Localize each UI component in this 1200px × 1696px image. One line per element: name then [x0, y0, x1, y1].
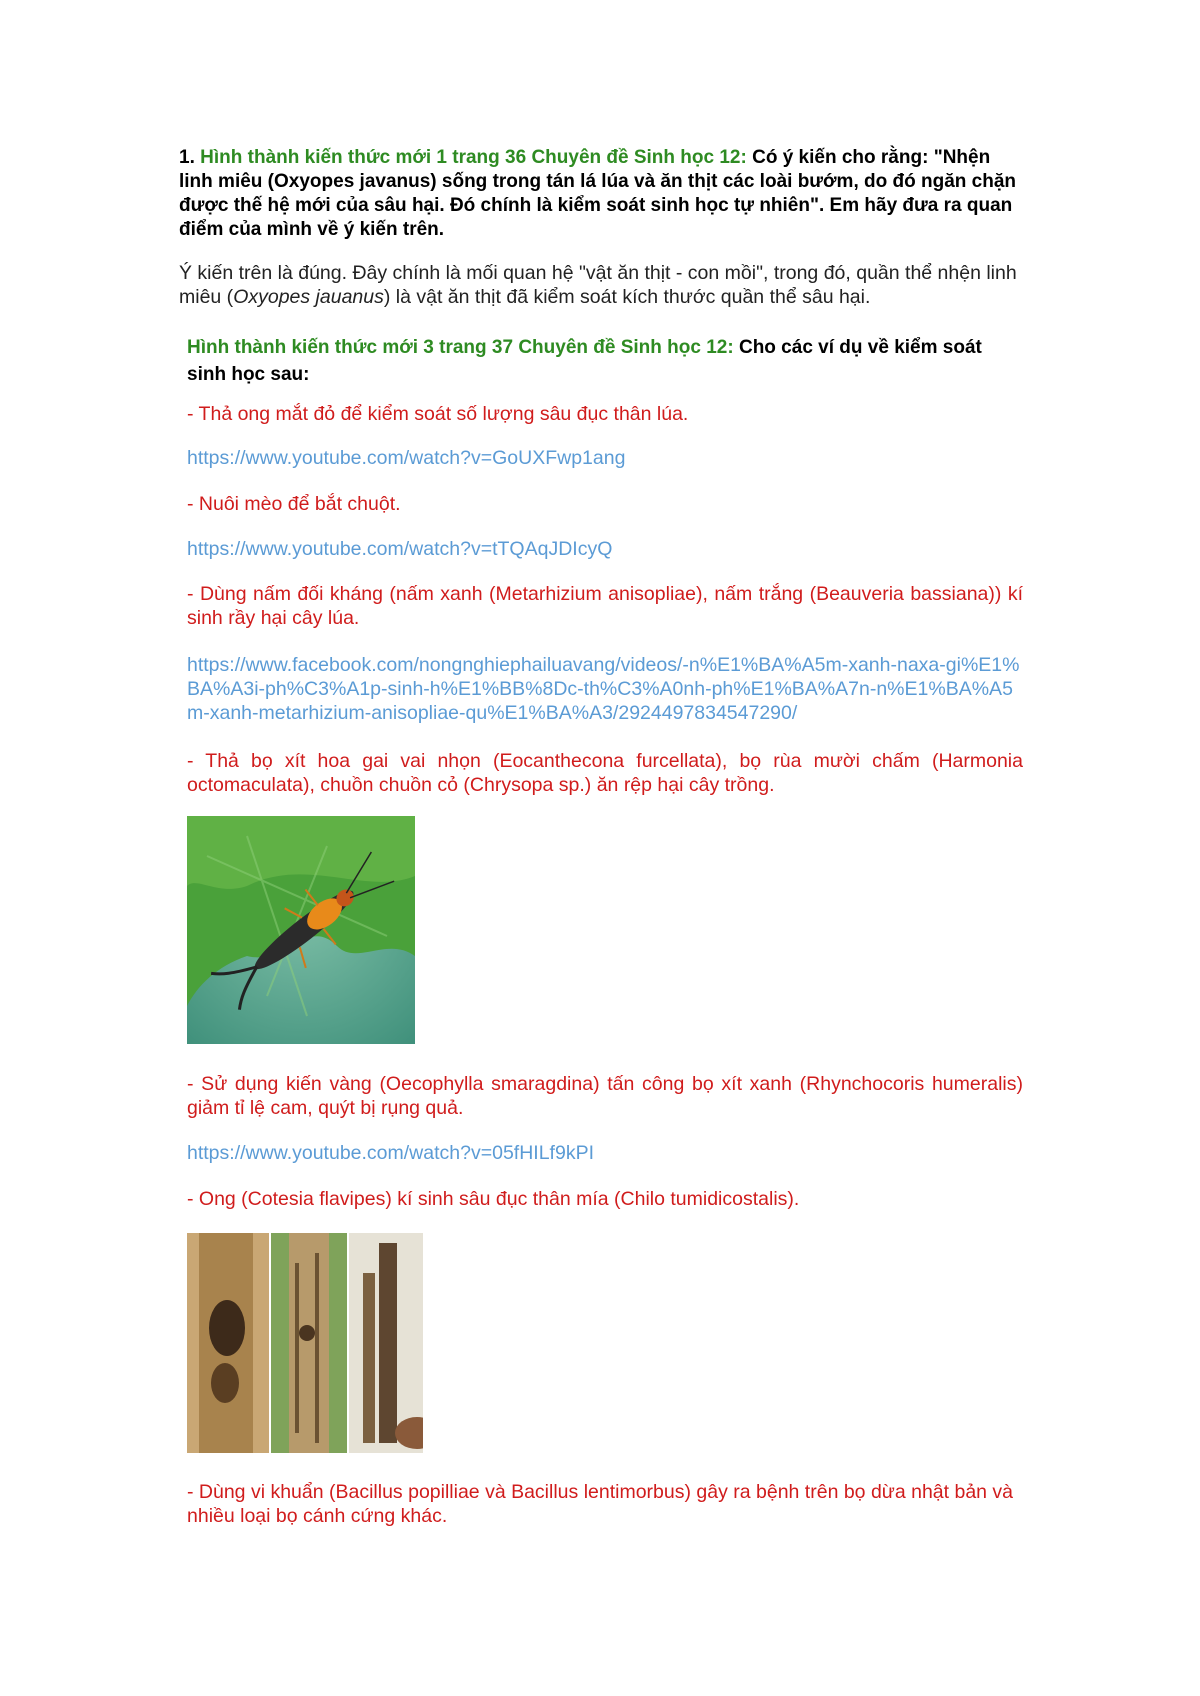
- question-3-text: Cho các ví dụ về kiểm soát sinh học sau:: [187, 337, 982, 385]
- earwig-on-leaf-image: [187, 816, 415, 1044]
- link-youtube-2[interactable]: https://www.youtube.com/watch?v=tTQAqJDIcyQ: [187, 538, 613, 560]
- example-item-7: - Dùng vi khuẩn (Bacillus popilliae và Bacillus lentimorbus) gây ra bệnh trên bọ dừa nhật bản và nhiều loại bọ cánh cứng khác.: [187, 1481, 1014, 1527]
- question-1-text: Có ý kiến cho rằng: "Nhện linh miêu (Oxyopes javanus) sống trong tán lá lúa và ăn thịt các loài bướm, do đó ngăn chặn được thế hệ mới của sâu hại. Đó chính là kiểm soát sinh học tự nhiên". Em hãy đưa ra quan điểm của mình về ý kiến trên.: [179, 147, 1017, 240]
- link-youtube-3[interactable]: https://www.youtube.com/watch?v=05fHILf9kPI: [187, 1142, 594, 1164]
- link-facebook[interactable]: https://www.facebook.com/nongnghiephailuavang/videos/-n%E1%BA%A5m-xanh-naxa-gi%E1%BA%A3i-ph%C3%A1p-sinh-h%E1%BB%8Dc-th%C3%A0nh-ph%E1%BA%A7n-n%E1%BA%A5m-xanh-metarhizium-anisopliae-qu%E1%BA%A3/2924497834547290/: [187, 654, 1020, 724]
- example-item-6: - Ong (Cotesia flavipes) kí sinh sâu đục thân mía (Chilo tumidicostalis).: [187, 1188, 800, 1210]
- answer-1-text-before: Ý kiến trên là đúng. Đây chính là mối quan hệ "vật ăn thịt - con mồi", trong đó, quần thể nhện linh miêu (: [179, 262, 1017, 308]
- example-item-5: - Sử dụng kiến vàng (Oecophylla smaragdina) tấn công bọ xít xanh (Rhynchocoris humeralis) giảm tỉ lệ cam, quýt bị rụng quả.: [187, 1073, 1023, 1119]
- question-3: [187, 334, 1023, 388]
- example-item-1: - Thả ong mắt đỏ để kiểm soát số lượng sâu đục thân lúa.: [187, 403, 689, 425]
- link-youtube-1[interactable]: https://www.youtube.com/watch?v=GoUXFwp1ang: [187, 447, 626, 469]
- example-item-2: - Nuôi mèo để bắt chuột.: [187, 493, 401, 515]
- answer-1-text-after: ) là vật ăn thịt đã kiểm soát kích thước quần thể sâu hại.: [383, 286, 871, 308]
- question-3-heading: Hình thành kiến thức mới 3 trang 37 Chuyên đề Sinh học 12:: [187, 337, 734, 358]
- question-1: [179, 146, 1019, 242]
- sugarcane-borer-image: [187, 1233, 423, 1453]
- question-number: 1.: [179, 147, 195, 168]
- answer-1: [179, 261, 1019, 309]
- example-item-3: - Dùng nấm đối kháng (nấm xanh (Metarhizium anisopliae), nấm trắng (Beauveria bassiana)) kí sinh rầy hại cây lúa.: [187, 583, 1023, 629]
- answer-1-species: Oxyopes jauanus: [233, 286, 384, 308]
- example-item-4: - Thả bọ xít hoa gai vai nhọn (Eocanthecona furcellata), bọ rùa mười chấm (Harmonia octomaculata), chuồn chuồn cỏ (Chrysopa sp.) ăn rệp hại cây trồng.: [187, 750, 1023, 796]
- question-1-heading: Hình thành kiến thức mới 1 trang 36 Chuyên đề Sinh học 12:: [200, 147, 747, 168]
